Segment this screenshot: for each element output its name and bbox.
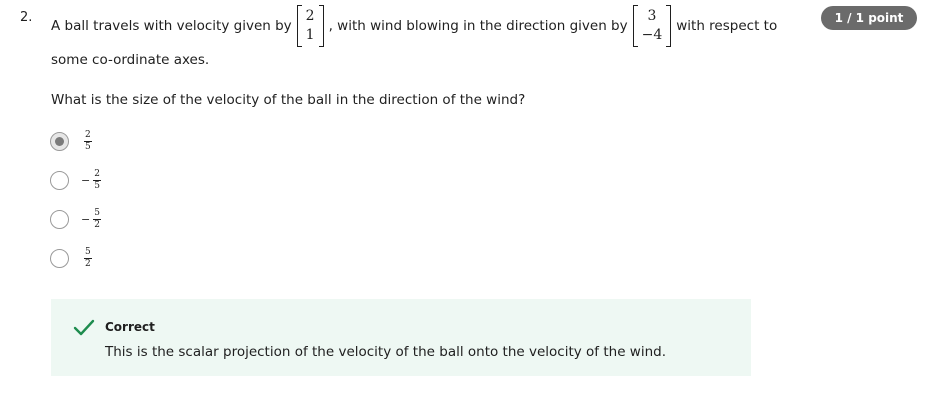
velocity-vector xyxy=(297,5,324,47)
fraction-numerator: 2 xyxy=(94,168,100,179)
vector-entry: −4 xyxy=(641,27,663,43)
fraction-denominator: 2 xyxy=(85,258,91,269)
vector-entry: 2 xyxy=(305,8,315,24)
fraction-numerator: 2 xyxy=(85,129,91,140)
fraction xyxy=(84,131,92,152)
feedback-message: This is the scalar projection of the velocity of the ball onto the velocity of the wind. xyxy=(105,344,667,360)
radio-button[interactable] xyxy=(50,171,69,190)
fraction-numerator: 5 xyxy=(85,246,91,257)
option-label xyxy=(81,170,101,191)
wind-vector xyxy=(633,5,672,47)
vector-entry: 1 xyxy=(305,27,315,43)
minus-sign: − xyxy=(81,212,91,226)
question-text: What is the size of the velocity of the ball in the direction of the wind? xyxy=(51,92,526,108)
prompt-text-1: A ball travels with velocity given by xyxy=(51,18,292,34)
feedback-status: Correct xyxy=(105,320,155,334)
question-number: 2. xyxy=(20,10,33,25)
right-bracket xyxy=(319,5,324,47)
option-label xyxy=(81,248,92,269)
fraction-denominator: 2 xyxy=(94,219,100,230)
fraction-numerator: 5 xyxy=(94,207,100,218)
check-icon xyxy=(73,318,95,338)
radio-dot xyxy=(55,137,64,146)
radio-button[interactable] xyxy=(50,249,69,268)
answer-option[interactable] xyxy=(50,247,92,269)
radio-button-selected[interactable] xyxy=(50,132,69,151)
answer-option[interactable] xyxy=(50,208,101,230)
question-prompt xyxy=(51,4,791,70)
radio-button[interactable] xyxy=(50,210,69,229)
points-badge: 1 / 1 point xyxy=(821,6,917,30)
vector-entry: 3 xyxy=(647,8,657,24)
feedback-panel xyxy=(51,299,751,376)
answer-option[interactable] xyxy=(50,130,92,152)
fraction xyxy=(84,248,92,269)
prompt-text-2: , with wind blowing in the direction given by xyxy=(328,18,628,34)
minus-sign: − xyxy=(81,173,91,187)
prompt-text-4: some co-ordinate axes. xyxy=(51,52,210,68)
fraction-denominator: 5 xyxy=(85,141,91,152)
fraction-denominator: 5 xyxy=(94,180,100,191)
prompt-text-3: with respect to xyxy=(676,18,778,34)
fraction xyxy=(93,209,101,230)
fraction xyxy=(93,170,101,191)
option-label xyxy=(81,209,101,230)
right-bracket xyxy=(666,5,671,47)
option-label xyxy=(81,131,92,152)
answer-option[interactable] xyxy=(50,169,101,191)
